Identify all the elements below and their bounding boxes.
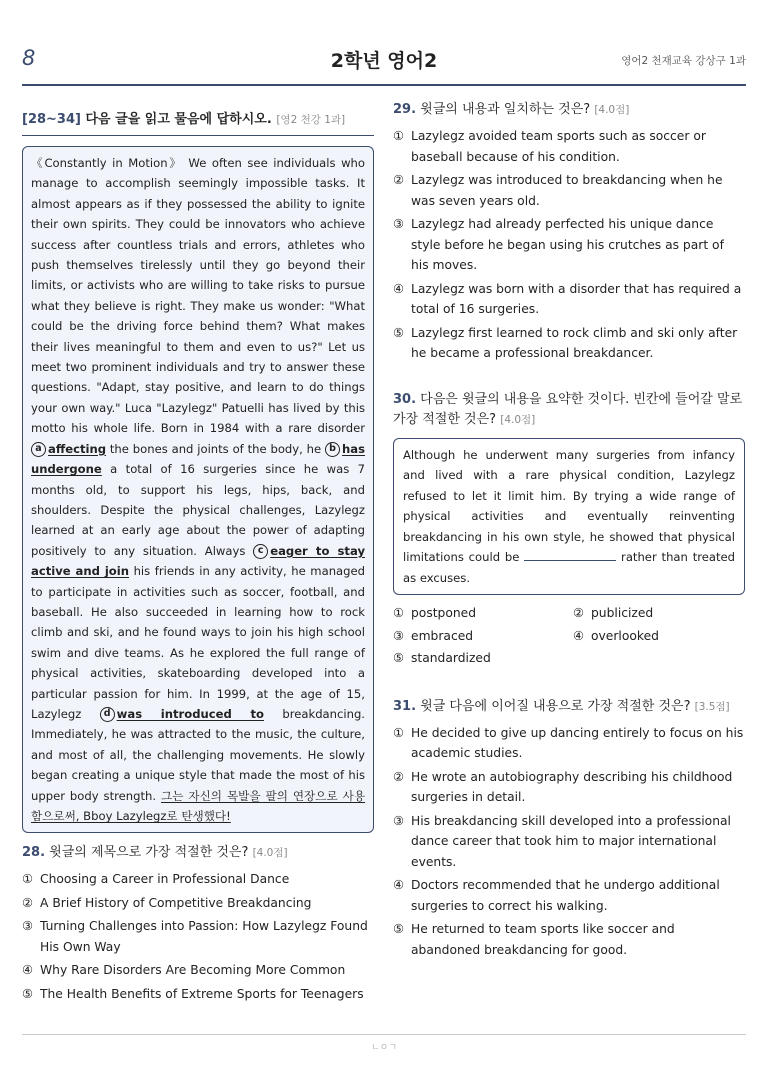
marker-b: b <box>325 442 340 457</box>
option-2[interactable]: ② Lazylegz was introduced to breakdancing when he was seven years old. <box>393 173 723 208</box>
passage-text: breakdancing. Immediately, he was attracted to the music, the culture, and most of all, the challenging movements. He slowly began creating a unique style that made the most of his upper body strength. <box>31 706 365 803</box>
question-text: 윗글의 제목으로 가장 적절한 것은? <box>49 845 249 861</box>
left-column <box>22 100 374 1007</box>
underlined-b: has undergone <box>31 441 366 477</box>
option-5[interactable]: ⑤ standardized <box>393 651 491 665</box>
question-title <box>393 100 745 120</box>
passage-text: his friends in any activity, he managed to participate in activities such as soccer, football, and baseball. He also succeeded in learning how to rock climb and ski, and he found ways to join his high school swim and dive teams. As he explored the full range of physical activities, skateboarding developed into a particular passion for him. In 1999, at the age of 15, Lazylegz <box>31 564 365 721</box>
option-5[interactable]: ⑤ The Health Benefits of Extreme Sports for Teenagers <box>22 986 364 1001</box>
option-3[interactable]: ③ Turning Challenges into Passion: How Lazylegz Found His Own Way <box>22 919 368 954</box>
underlined-d: was introduced to <box>116 706 265 721</box>
marker-a: a <box>31 442 46 457</box>
section-source: [영2 천강 1과] <box>276 114 346 126</box>
option-4[interactable]: ④ overlooked <box>573 628 659 643</box>
option-4[interactable]: ④ Doctors recommended that he undergo additional surgeries to correct his walking. <box>393 878 720 913</box>
reading-passage <box>22 146 374 833</box>
passage-text: a total of 16 surgeries since he was 7 months old, to support his legs, hips, back, and shoulders. Despite the physical challenges, Lazylegz learned at an early age about the power of adapting positively to any situation. Always <box>31 462 365 558</box>
question-number: 30. <box>393 391 417 407</box>
question-title <box>22 843 374 863</box>
section-range: [28~34] <box>22 112 81 127</box>
page-header <box>22 44 746 86</box>
page-source: 영어2 천재교육 강상구 1과 <box>621 55 746 67</box>
question-29 <box>393 100 745 364</box>
summary-box <box>393 438 745 596</box>
question-points: [4.0점] <box>500 413 536 426</box>
option-2[interactable]: ② publicized <box>573 606 654 620</box>
options-list <box>393 723 745 961</box>
summary-text: Although he underwent many surgeries from infancy and lived with a rare physical condition, Lazylegz refused to let it limit him. By trying a wide range of physical activities and eventually reinventing breakdancing in his own style, he showed that physical limitations could be <box>403 447 735 564</box>
summary-text: rather than treated as excuses. <box>403 550 736 585</box>
page-number: 8 <box>22 46 36 70</box>
section-instruction: 다음 글을 읽고 물음에 답하시오. <box>85 112 272 127</box>
question-number: 29. <box>393 102 417 117</box>
marker-d: d <box>100 707 115 722</box>
question-text: 윗글의 내용과 일치하는 것은? <box>420 102 591 117</box>
question-number: 31. <box>393 698 417 714</box>
question-points: [4.0점] <box>594 104 630 116</box>
question-28 <box>22 843 374 1004</box>
answer-blank <box>524 550 616 561</box>
korean-underlined-sentence: 그는 자신의 목발을 팔의 연장으로 사용함으로써, Bboy Lazylegz로 탄생했다! <box>31 788 366 823</box>
option-2[interactable]: ② He wrote an autobiography describing his childhood surgeries in detail. <box>393 769 733 804</box>
option-5[interactable]: ⑤ Lazylegz first learned to rock climb and ski only after he became a professional breakdancer. <box>393 325 738 360</box>
marker-c: c <box>253 544 268 559</box>
options-grid <box>393 603 745 671</box>
option-4[interactable]: ④ Lazylegz was born with a disorder that has required a total of 16 surgeries. <box>393 281 742 316</box>
option-2[interactable]: ② A Brief History of Competitive Breakdancing <box>22 895 312 910</box>
passage-text: the bones and joints of the body, he <box>109 441 322 456</box>
question-number: 28. <box>22 845 46 861</box>
page-footer: ㄴㅇㄱ <box>370 1043 398 1053</box>
option-4[interactable]: ④ Why Rare Disorders Are Becoming More Common <box>22 963 346 978</box>
question-title <box>393 390 745 430</box>
option-3[interactable]: ③ His breakdancing skill developed into a professional dance career that took him to major international events. <box>393 813 731 869</box>
option-1[interactable]: ① Choosing a Career in Professional Dance <box>22 872 290 887</box>
right-column <box>393 100 745 963</box>
section-heading <box>22 100 374 136</box>
question-31 <box>393 697 745 961</box>
option-1[interactable]: ① He decided to give up dancing entirely to focus on his academic studies. <box>393 725 744 760</box>
page-title: 2학년 영어2 <box>330 50 438 72</box>
underlined-a: affecting <box>48 441 107 456</box>
footer-divider <box>22 1034 746 1035</box>
question-text: 윗글 다음에 이어질 내용으로 가장 적절한 것은? <box>420 698 691 714</box>
underlined-c: eager to stay active and join <box>31 543 365 579</box>
option-3[interactable]: ③ Lazylegz had already perfected his unique dance style before he began using his crutches as part of his moves. <box>393 217 724 272</box>
option-1[interactable]: ① Lazylegz avoided team sports such as soccer or baseball because of his condition. <box>393 129 706 164</box>
option-3[interactable]: ③ embraced <box>393 628 474 643</box>
option-5[interactable]: ⑤ He returned to team sports like soccer and abandoned breakdancing for good. <box>393 922 675 957</box>
question-points: [3.5점] <box>694 700 730 713</box>
question-title <box>393 697 745 717</box>
question-points: [4.0점] <box>252 847 288 860</box>
option-1[interactable]: ① postponed <box>393 606 477 620</box>
question-30 <box>393 390 745 671</box>
question-text: 다음은 윗글의 내용을 요약한 것이다. 빈칸에 들어갈 말로 가장 적절한 것은? <box>393 391 743 427</box>
options-list <box>22 869 374 1004</box>
passage-text: 《Constantly in Motion》 We often see individuals who manage to accomplish seemingly impossible tasks. It almost appears as if they possessed the ability to ignite their own spirits. They could be innovators who achieve success after countless trials and errors, athletes who push themselves tirelessly until they go beyond their limits, or activists who are willing to take risks to pursue what they believe is right. They make us wonder: "What could be the driving force behind them? What makes their lives meaningful to them and even to us?" Let us meet two prominent individuals and try to answer these questions. "Adapt, stay positive, and learn to do things your own way." Luca "Lazylegz" Patuelli has lived by this motto his whole life. Born in 1984 with a rare disorder <box>31 156 365 436</box>
options-list <box>393 126 745 364</box>
